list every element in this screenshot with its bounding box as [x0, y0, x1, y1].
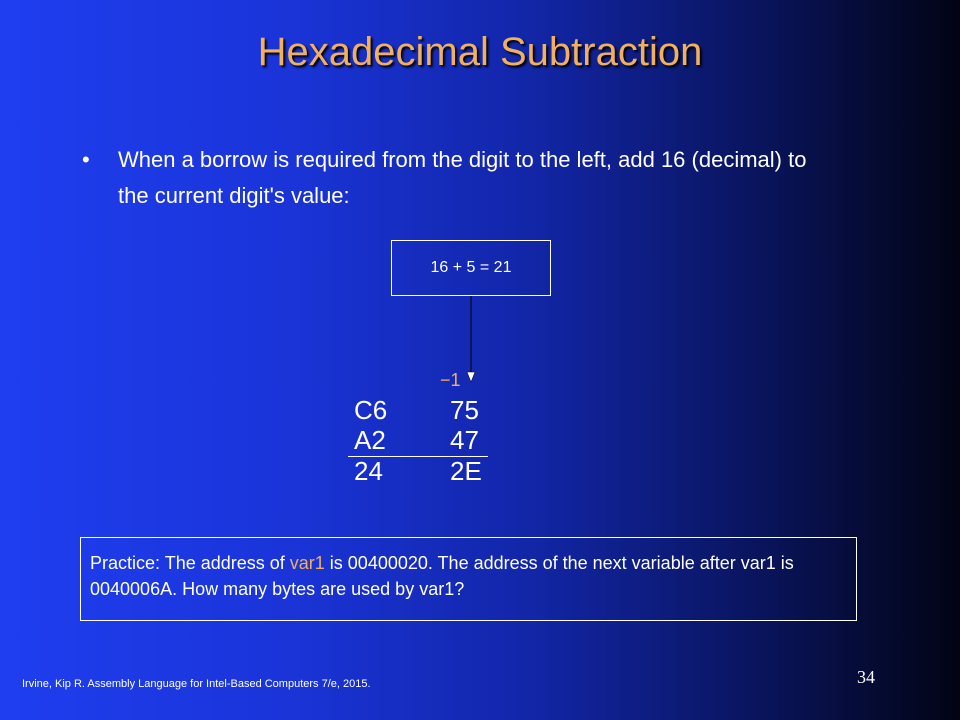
page-number: 34 — [857, 667, 875, 687]
arrow-head-icon — [467, 372, 475, 382]
practice-text-start: Practice: The address of — [90, 553, 290, 573]
subtrahend-low: 47 — [450, 425, 479, 455]
borrow-label: −1 — [440, 370, 461, 390]
callout-text: 16 + 5 = 21 — [430, 259, 512, 276]
slide-title: Hexadecimal Subtraction — [257, 30, 703, 74]
practice-box — [80, 537, 857, 621]
practice-var1-highlight: var1 — [289, 553, 325, 573]
minuend-high: C6 — [354, 395, 388, 425]
bullet-dot-icon: • — [82, 147, 90, 172]
result-low: 2E — [450, 456, 482, 486]
bullet-text: When a borrow is required from the digit to the left, add 16 (decimal) to the current digit's value: — [118, 147, 807, 208]
footer-citation: Irvine, Kip R. Assembly Language for Intel-Based Computers 7/e, 2015. — [22, 678, 371, 690]
result-high: 24 — [354, 456, 383, 486]
subtrahend-high: A2 — [354, 425, 386, 455]
practice-text-end: is 00400020. The address of the next variable after var1 is 0040006A. How many bytes are used by var1? — [90, 553, 794, 599]
minuend-low: 75 — [450, 395, 479, 425]
